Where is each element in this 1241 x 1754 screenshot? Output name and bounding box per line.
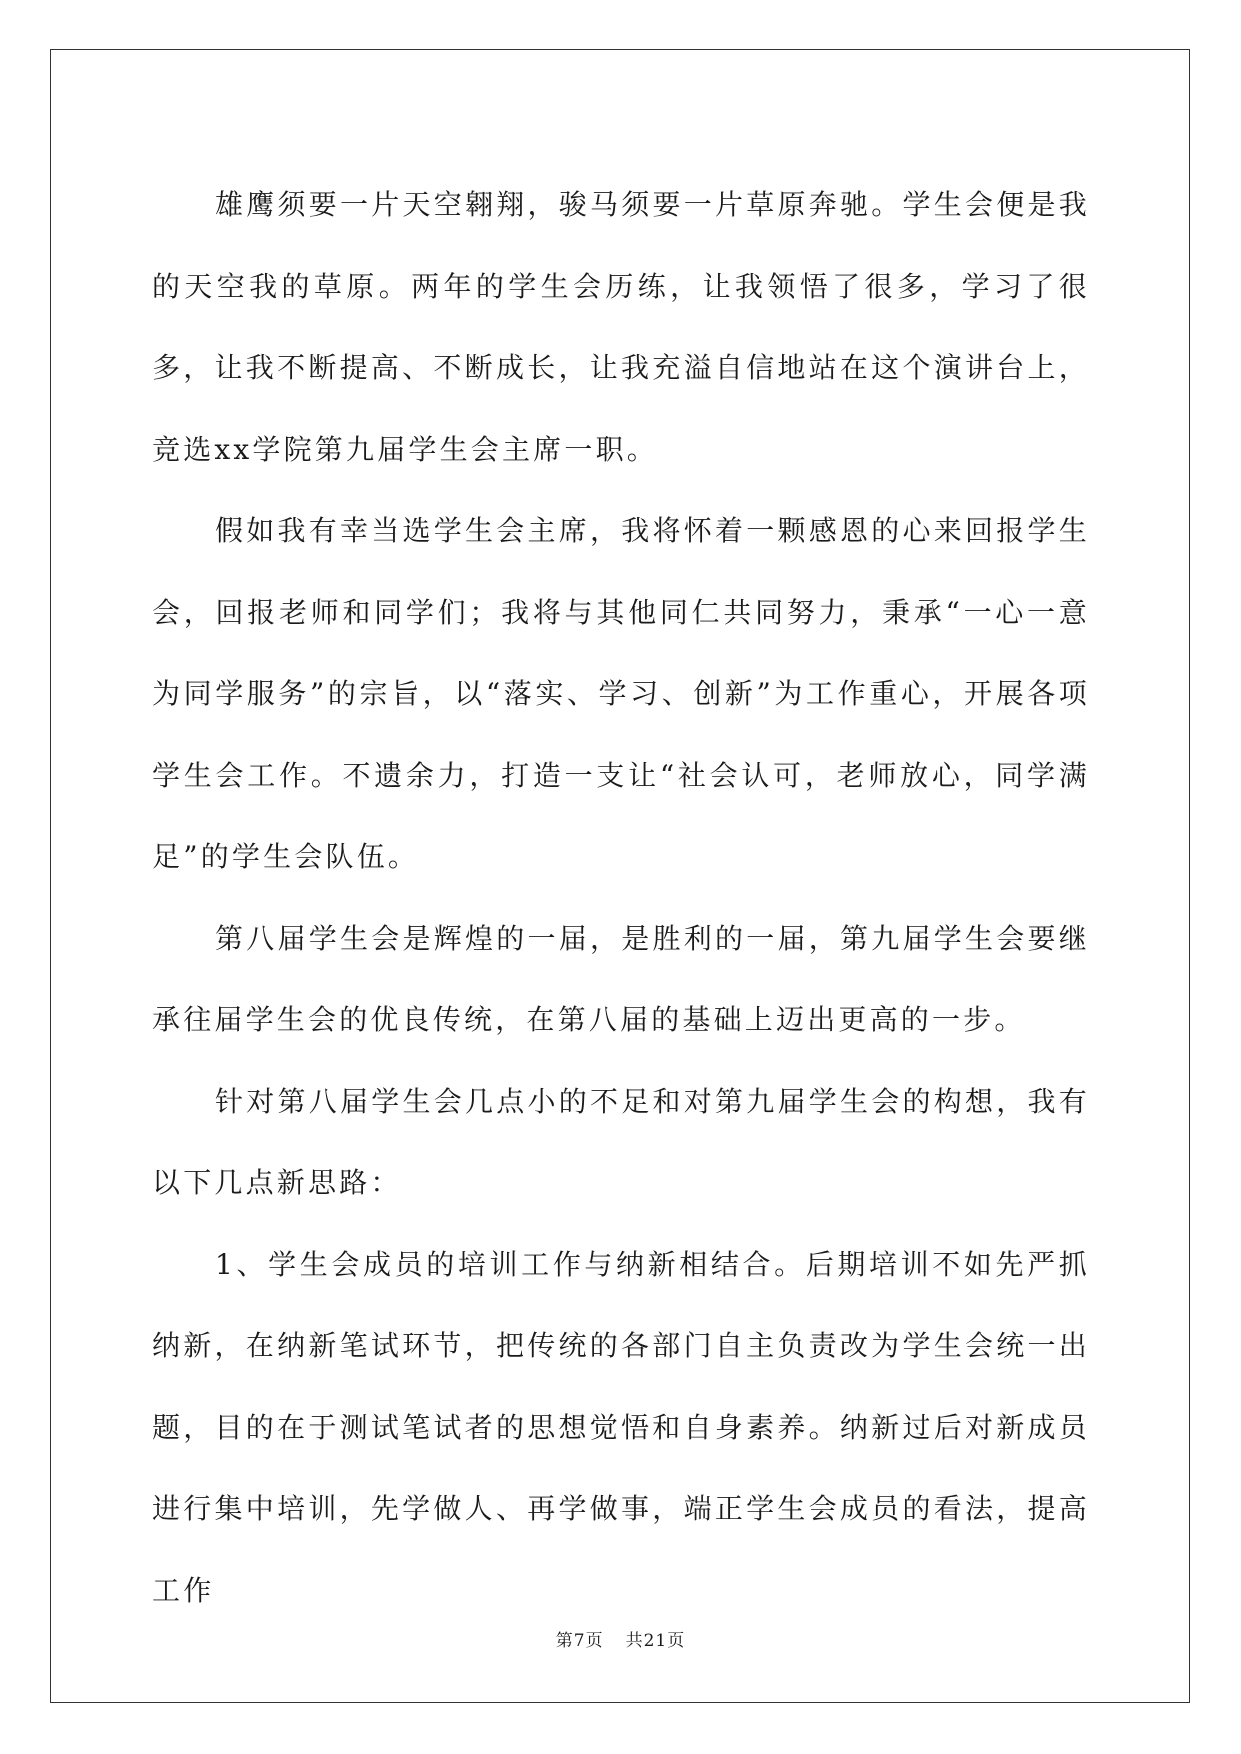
paragraph-3: 第八届学生会是辉煌的一届，是胜利的一届，第九届学生会要继承往届学生会的优良传统，在第八届的基础上迈出更高的一步。 [152, 921, 1090, 1036]
paragraph-5: 1、学生会成员的培训工作与纳新相结合。后期培训不如先严抓纳新，在纳新笔试环节，把传统的各部门自主负责改为学生会统一出题，目的在于测试笔试者的思想觉悟和自身素养。纳新过后对新成员进行集中培训，先学做人、再学做事，端正学生会成员的看法，提高工作 [152, 1247, 1090, 1607]
page-footer [0, 1626, 1241, 1651]
document-body [152, 164, 1090, 1631]
paragraph-4: 针对第八届学生会几点小的不足和对第九届学生会的构想，我有以下几点新思路： [152, 1084, 1090, 1199]
paragraph-1: 雄鹰须要一片天空翱翔，骏马须要一片草原奔驰。学生会便是我的天空我的草原。两年的学生会历练，让我领悟了很多，学习了很多，让我不断提高、不断成长，让我充溢自信地站在这个演讲台上，竞选xx学院第九届学生会主席一职。 [152, 188, 1090, 466]
page-total: 共21页 [625, 1631, 686, 1651]
paragraph-2: 假如我有幸当选学生会主席，我将怀着一颗感恩的心来回报学生会，回报老师和同学们；我将与其他同仁共同努力，秉承“一心一意为同学服务”的宗旨，以“落实、学习、创新”为工作重心，开展各项学生会工作。不遗余力，打造一支让“社会认可，老师放心，同学满足”的学生会队伍。 [152, 514, 1090, 873]
page-number: 第7页 [555, 1631, 604, 1651]
